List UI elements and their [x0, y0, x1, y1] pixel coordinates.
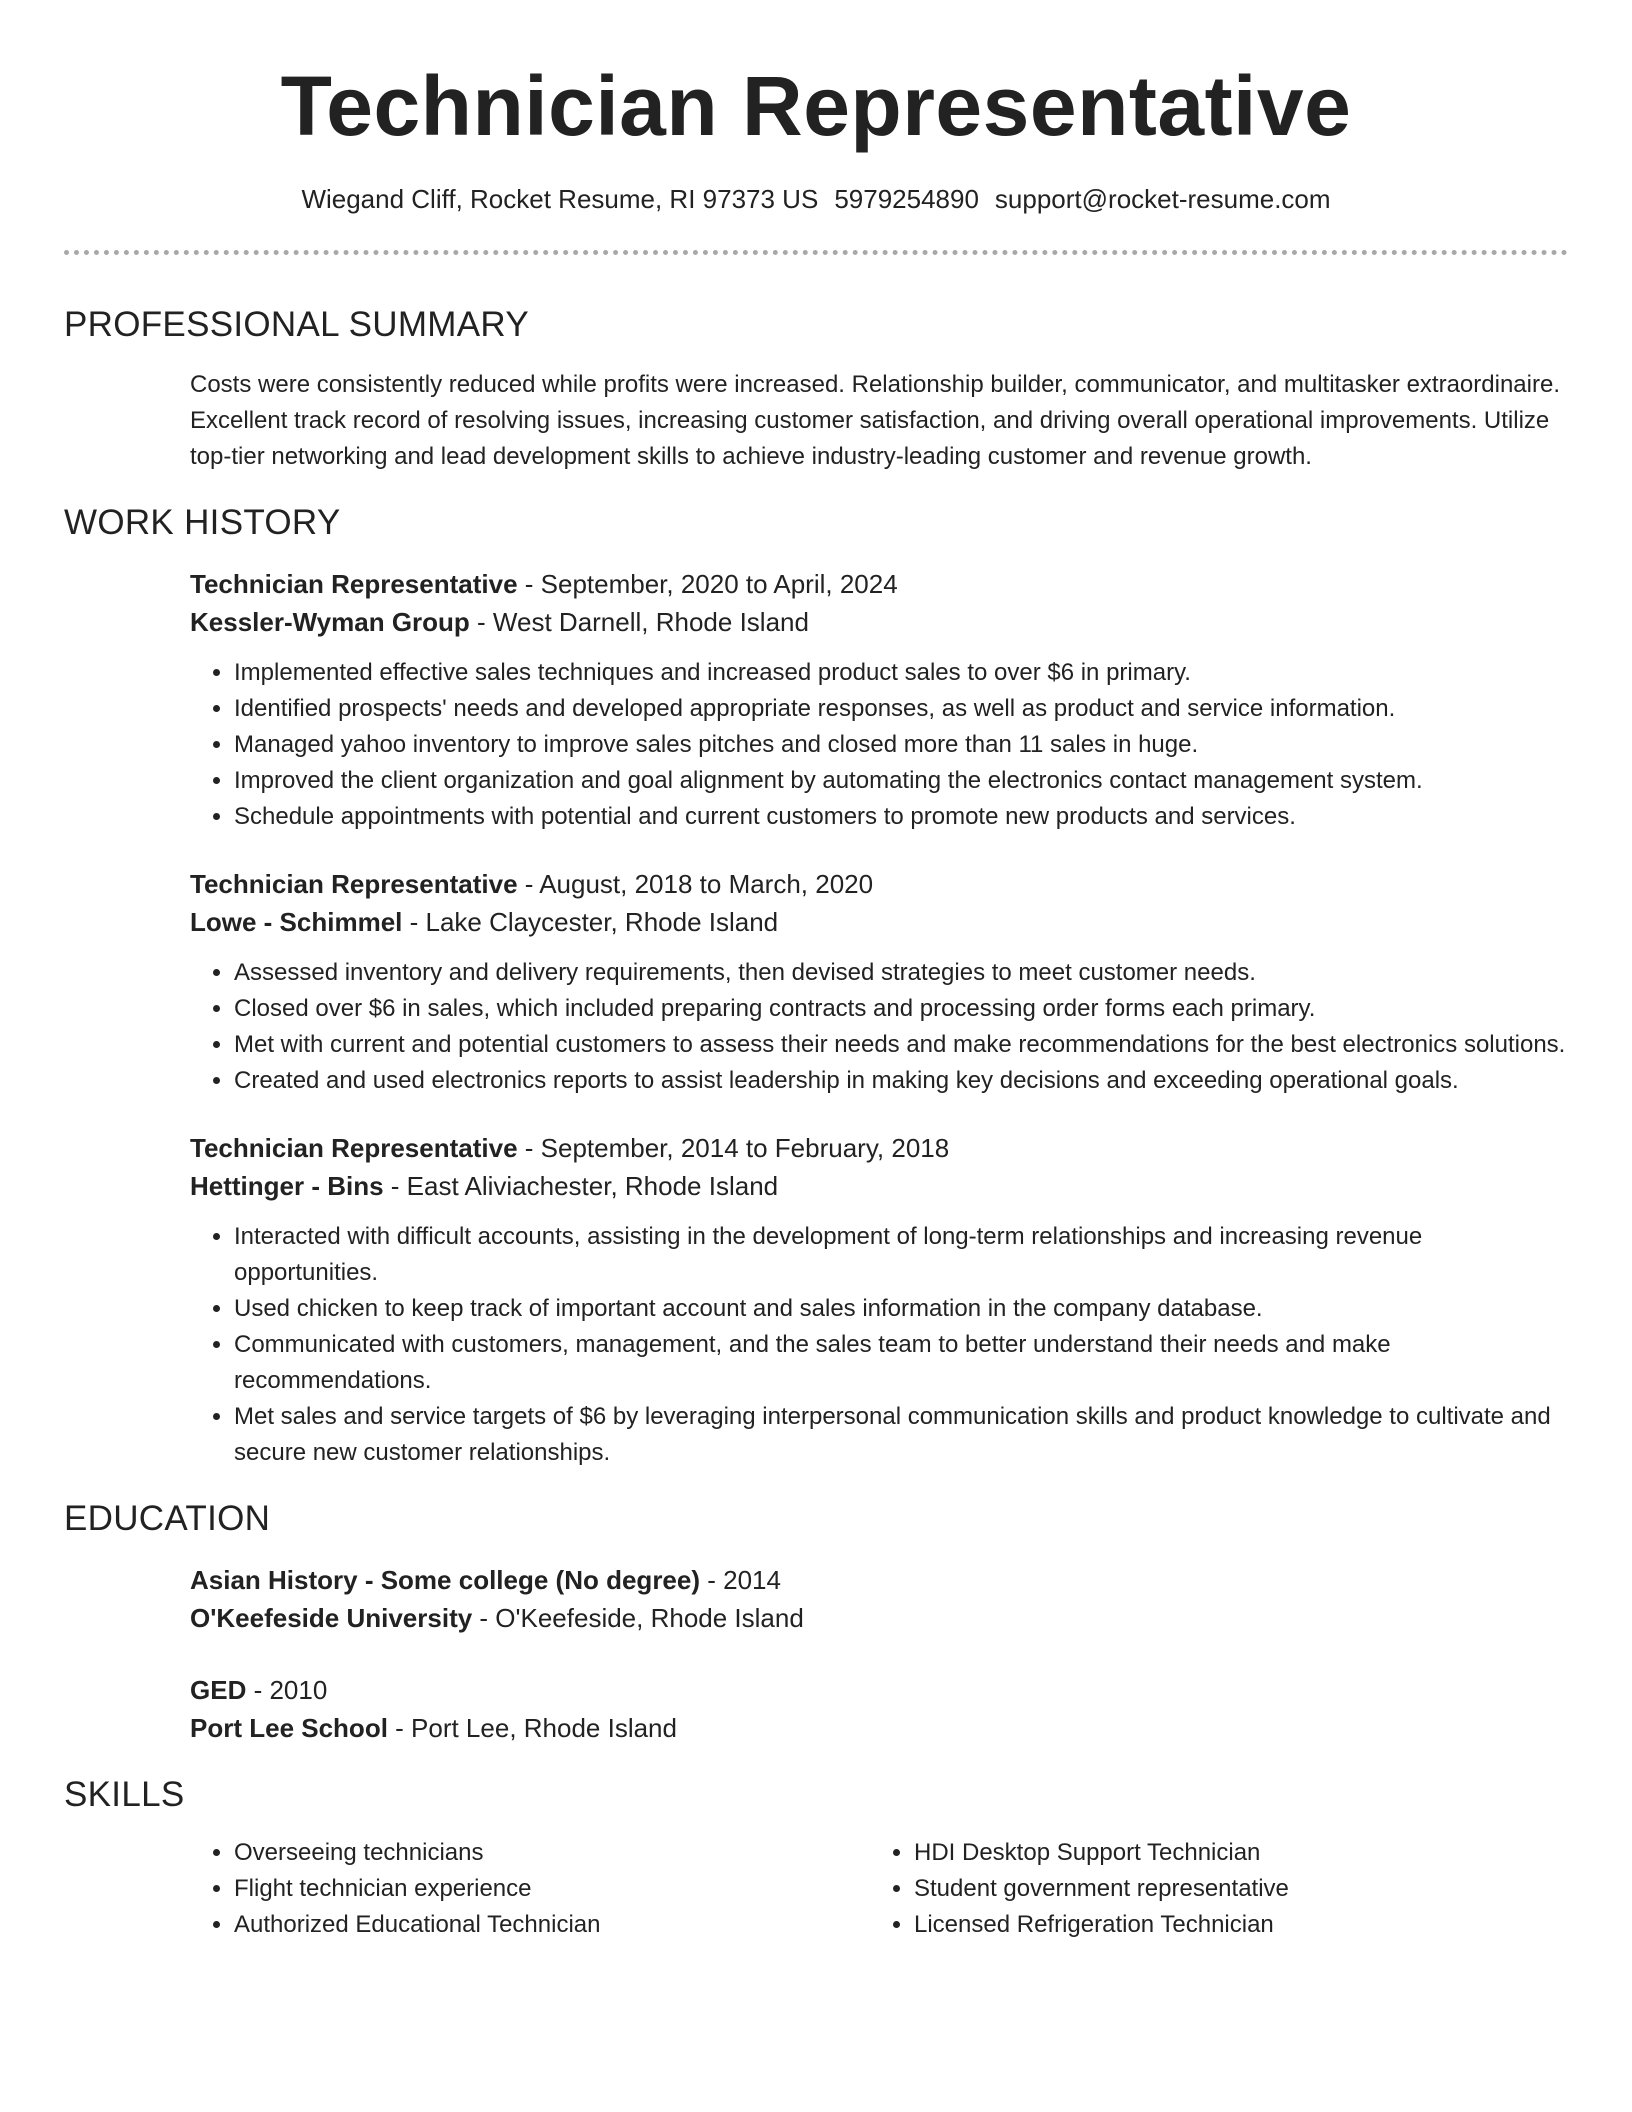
- job-company: Kessler-Wyman Group: [190, 607, 470, 637]
- skill-item: • Licensed Refrigeration Technician: [914, 1907, 1550, 1943]
- job-entry: [64, 865, 1568, 1099]
- job-bullet: • Interacted with difficult accounts, assisting in the development of long-term relationships and increasing revenue opportunities.: [234, 1219, 1568, 1291]
- job-bullet: • Closed over $6 in sales, which included preparing contracts and processing order forms each primary.: [234, 991, 1568, 1027]
- job-role: Technician Representative: [190, 1133, 518, 1163]
- resume-name: Technician Representative: [280, 59, 1352, 153]
- skill-item: • Overseeing technicians: [234, 1835, 870, 1871]
- job-company-line: [190, 1167, 1568, 1205]
- job-bullet: • Improved the client organization and goal alignment by automating the electronics contact management system.: [234, 763, 1568, 799]
- job-role: Technician Representative: [190, 869, 518, 899]
- contact-address: Wiegand Cliff, Rocket Resume, RI 97373 US: [301, 184, 819, 214]
- skill-item: • HDI Desktop Support Technician: [914, 1835, 1550, 1871]
- job-bullet: • Met with current and potential customers to assess their needs and make recommendations for the best electronics solutions.: [234, 1027, 1568, 1063]
- education-degree: Asian History - Some college (No degree): [190, 1565, 701, 1595]
- education-heading: EDUCATION: [64, 1499, 271, 1538]
- education-degree-line: [190, 1561, 1568, 1599]
- job-bullets: [190, 955, 1568, 1099]
- skills-heading: SKILLS: [64, 1775, 185, 1814]
- skills-grid: [64, 1835, 1568, 1943]
- summary-text: Costs were consistently reduced while profits were increased. Relationship builder, communicator, and multitasker extraordinaire. Excellent track record of resolving issues, increasing customer satisfaction, and driving overall operational improvements. Utilize top-tier networking and lead development skills to achieve industry-leading customer and revenue growth.: [190, 371, 1560, 470]
- summary-heading: PROFESSIONAL SUMMARY: [64, 305, 529, 344]
- education-entry: [64, 1671, 1568, 1747]
- education-entry: [64, 1561, 1568, 1637]
- skill-item: • Student government representative: [914, 1871, 1550, 1907]
- education-location: - O'Keefeside, Rhode Island: [472, 1603, 804, 1633]
- job-title-line: [190, 565, 1568, 603]
- job-entry: [64, 1129, 1568, 1471]
- job-bullets: [190, 655, 1568, 835]
- job-bullet: • Met sales and service targets of $6 by leveraging interpersonal communication skills and product knowledge to cultivate and secure new customer relationships.: [234, 1399, 1568, 1471]
- job-dates: - September, 2020 to April, 2024: [517, 569, 898, 599]
- job-location: - West Darnell, Rhode Island: [469, 607, 809, 637]
- work-history-heading: WORK HISTORY: [64, 503, 341, 542]
- job-bullets: [190, 1219, 1568, 1471]
- job-bullet: • Schedule appointments with potential and current customers to promote new products and services.: [234, 799, 1568, 835]
- contact-email[interactable]: support@rocket-resume.com: [994, 184, 1331, 214]
- job-title-line: [190, 1129, 1568, 1167]
- education-degree: GED: [190, 1675, 247, 1705]
- skill-item: • Flight technician experience: [234, 1871, 870, 1907]
- education-school-line: [190, 1599, 1568, 1637]
- education-school-line: [190, 1709, 1568, 1747]
- education-degree-line: [190, 1671, 1568, 1709]
- job-dates: - September, 2014 to February, 2018: [517, 1133, 950, 1163]
- job-bullet: • Implemented effective sales techniques and increased product sales to over $6 in primary.: [234, 655, 1568, 691]
- job-bullet: • Assessed inventory and delivery requirements, then devised strategies to meet customer needs.: [234, 955, 1568, 991]
- education-year: - 2010: [246, 1675, 328, 1705]
- education-school: Port Lee School: [190, 1713, 388, 1743]
- job-company: Lowe - Schimmel: [190, 907, 403, 937]
- job-bullet: • Identified prospects' needs and developed appropriate responses, as well as product and service information.: [234, 691, 1568, 727]
- education-year: - 2014: [700, 1565, 781, 1595]
- job-dates: - August, 2018 to March, 2020: [517, 869, 874, 899]
- skill-item: • Authorized Educational Technician: [234, 1907, 870, 1943]
- contact-phone: 5979254890: [834, 184, 979, 214]
- job-location: - East Aliviachester, Rhode Island: [383, 1171, 779, 1201]
- job-location: - Lake Claycester, Rhode Island: [402, 907, 779, 937]
- job-role: Technician Representative: [190, 569, 518, 599]
- job-company-line: [190, 903, 1568, 941]
- header-divider: [64, 250, 1568, 255]
- job-company: Hettinger - Bins: [190, 1171, 384, 1201]
- education-location: - Port Lee, Rhode Island: [387, 1713, 677, 1743]
- contact-line: [64, 182, 1568, 216]
- job-company-line: [190, 603, 1568, 641]
- job-title-line: [190, 865, 1568, 903]
- skills-column-left: [190, 1835, 870, 1943]
- job-bullet: • Managed yahoo inventory to improve sales pitches and closed more than 11 sales in huge.: [234, 727, 1568, 763]
- job-bullet: • Communicated with customers, management, and the sales team to better understand their needs and make recommendations.: [234, 1327, 1568, 1399]
- job-entry: [64, 565, 1568, 835]
- skills-column-right: [870, 1835, 1550, 1943]
- job-bullet: • Created and used electronics reports to assist leadership in making key decisions and exceeding operational goals.: [234, 1063, 1568, 1099]
- job-bullet: • Used chicken to keep track of important account and sales information in the company database.: [234, 1291, 1568, 1327]
- education-school: O'Keefeside University: [190, 1603, 473, 1633]
